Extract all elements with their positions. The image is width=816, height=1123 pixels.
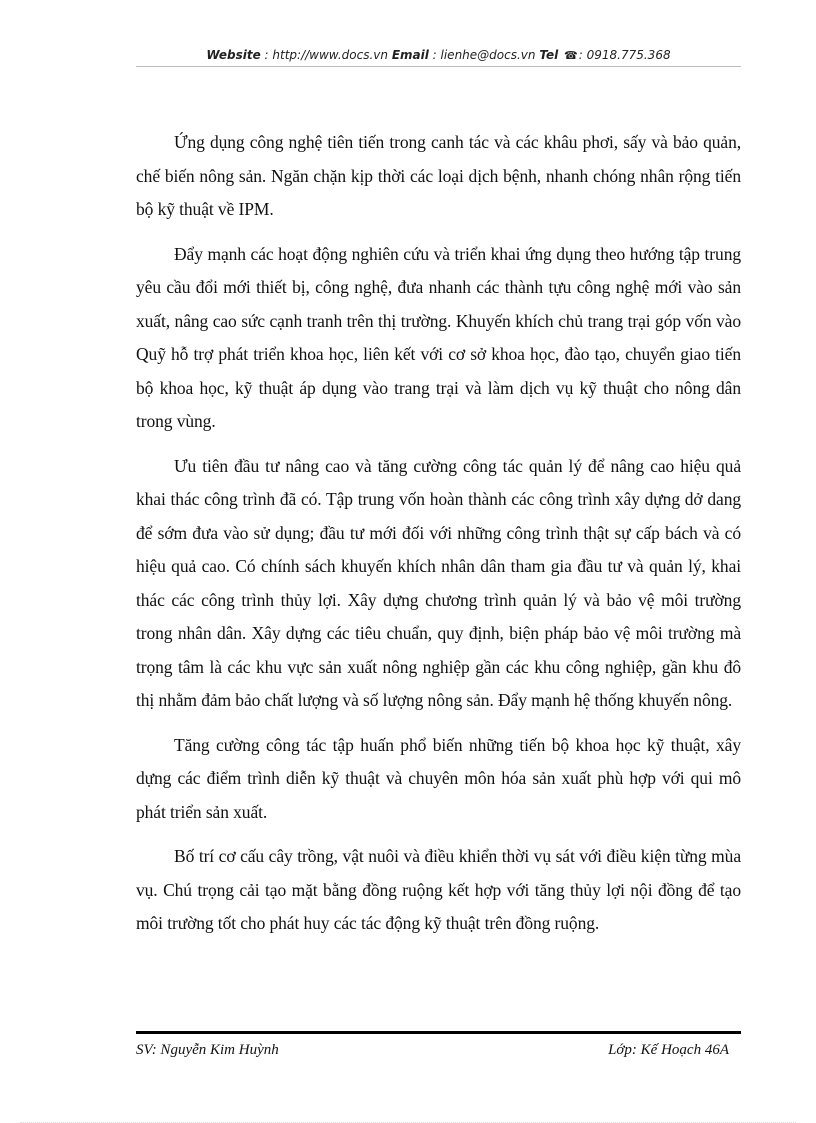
website-label: Website: [206, 48, 261, 62]
tel-value: 0918.775.368: [586, 48, 671, 62]
paragraph: Ưu tiên đầu tư nâng cao và tăng cường công tác quản lý để nâng cao hiệu quả khai thác công trình đã có. Tập trung vốn hoàn thành các công trình xây dựng dở dang để sớm đưa vào sử dụng; đầu tư mới đối với những công trình thật sự cấp bách và có hiệu quả cao. Có chính sách khuyến khích nhân dân tham gia đầu tư và quản lý, khai thác các công trình thủy lợi. Xây dựng chương trình quản lý và bảo vệ môi trường trong nhân dân. Xây dựng các tiêu chuẩn, quy định, biện pháp bảo vệ môi trường mà trọng tâm là các khu vực sản xuất nông nghiệp gần các khu công nghiệp, gần khu đô thị nhằm đảm bảo chất lượng và số lượng nông sản. Đẩy mạnh hệ thống khuyến nông.: [136, 455, 741, 710]
page-footer: [136, 1038, 741, 1062]
email-link[interactable]: lienhe@docs.vn: [440, 48, 536, 62]
paragraph: Tăng cường công tác tập huấn phổ biến những tiến bộ khoa học kỹ thuật, xây dựng các điểm trình diễn kỹ thuật và chuyên môn hóa sản xuất phù hợp với qui mô phát triển sản xuất.: [136, 734, 741, 822]
class-name: Lớp: Kế Hoạch 46A: [608, 1042, 729, 1058]
paragraph: Đẩy mạnh các hoạt động nghiên cứu và triển khai ứng dụng theo hướng tập trung yêu cầu đổi mới thiết bị, công nghệ, đưa nhanh các thành tựu công nghệ mới vào sản xuất, nâng cao sức cạnh tranh trên thị trường. Khuyến khích chủ trang trại góp vốn vào Quỹ hỗ trợ phát triển khoa học, liên kết với cơ sở khoa học, đào tạo, chuyển giao tiến bộ khoa học, kỹ thuật áp dụng vào trang trại và làm dịch vụ kỹ thuật cho nông dân trong vùng.: [136, 243, 741, 431]
website-link[interactable]: http://www.docs.vn: [272, 48, 388, 62]
email-label: Email: [391, 48, 429, 62]
footer-divider: [136, 1031, 741, 1034]
paragraph: Bố trí cơ cấu cây trồng, vật nuôi và điều khiển thời vụ sát với điều kiện từng mùa vụ. Chú trọng cải tạo mặt bằng đồng ruộng kết hợp với tăng thủy lợi nội đồng để tạo môi trường tốt cho phát huy các tác động kỹ thuật trên đồng ruộng.: [136, 846, 741, 933]
student-name: SV: Nguyễn Kim Huỳnh: [136, 1042, 279, 1058]
page-header: Website : http://www.docs.vn Email : lienhe@docs.vn Tel ☎: 0918.775.368: [136, 44, 741, 67]
document-body: [136, 126, 741, 952]
phone-icon: ☎: [564, 49, 578, 62]
paragraph: Ứng dụng công nghệ tiên tiến trong canh tác và các khâu phơi, sấy và bảo quản, chế biến nông sản. Ngăn chặn kịp thời các loại dịch bệnh, nhanh chóng nhân rộng tiến bộ kỹ thuật về IPM.: [136, 132, 741, 219]
tel-label: Tel: [539, 48, 559, 62]
